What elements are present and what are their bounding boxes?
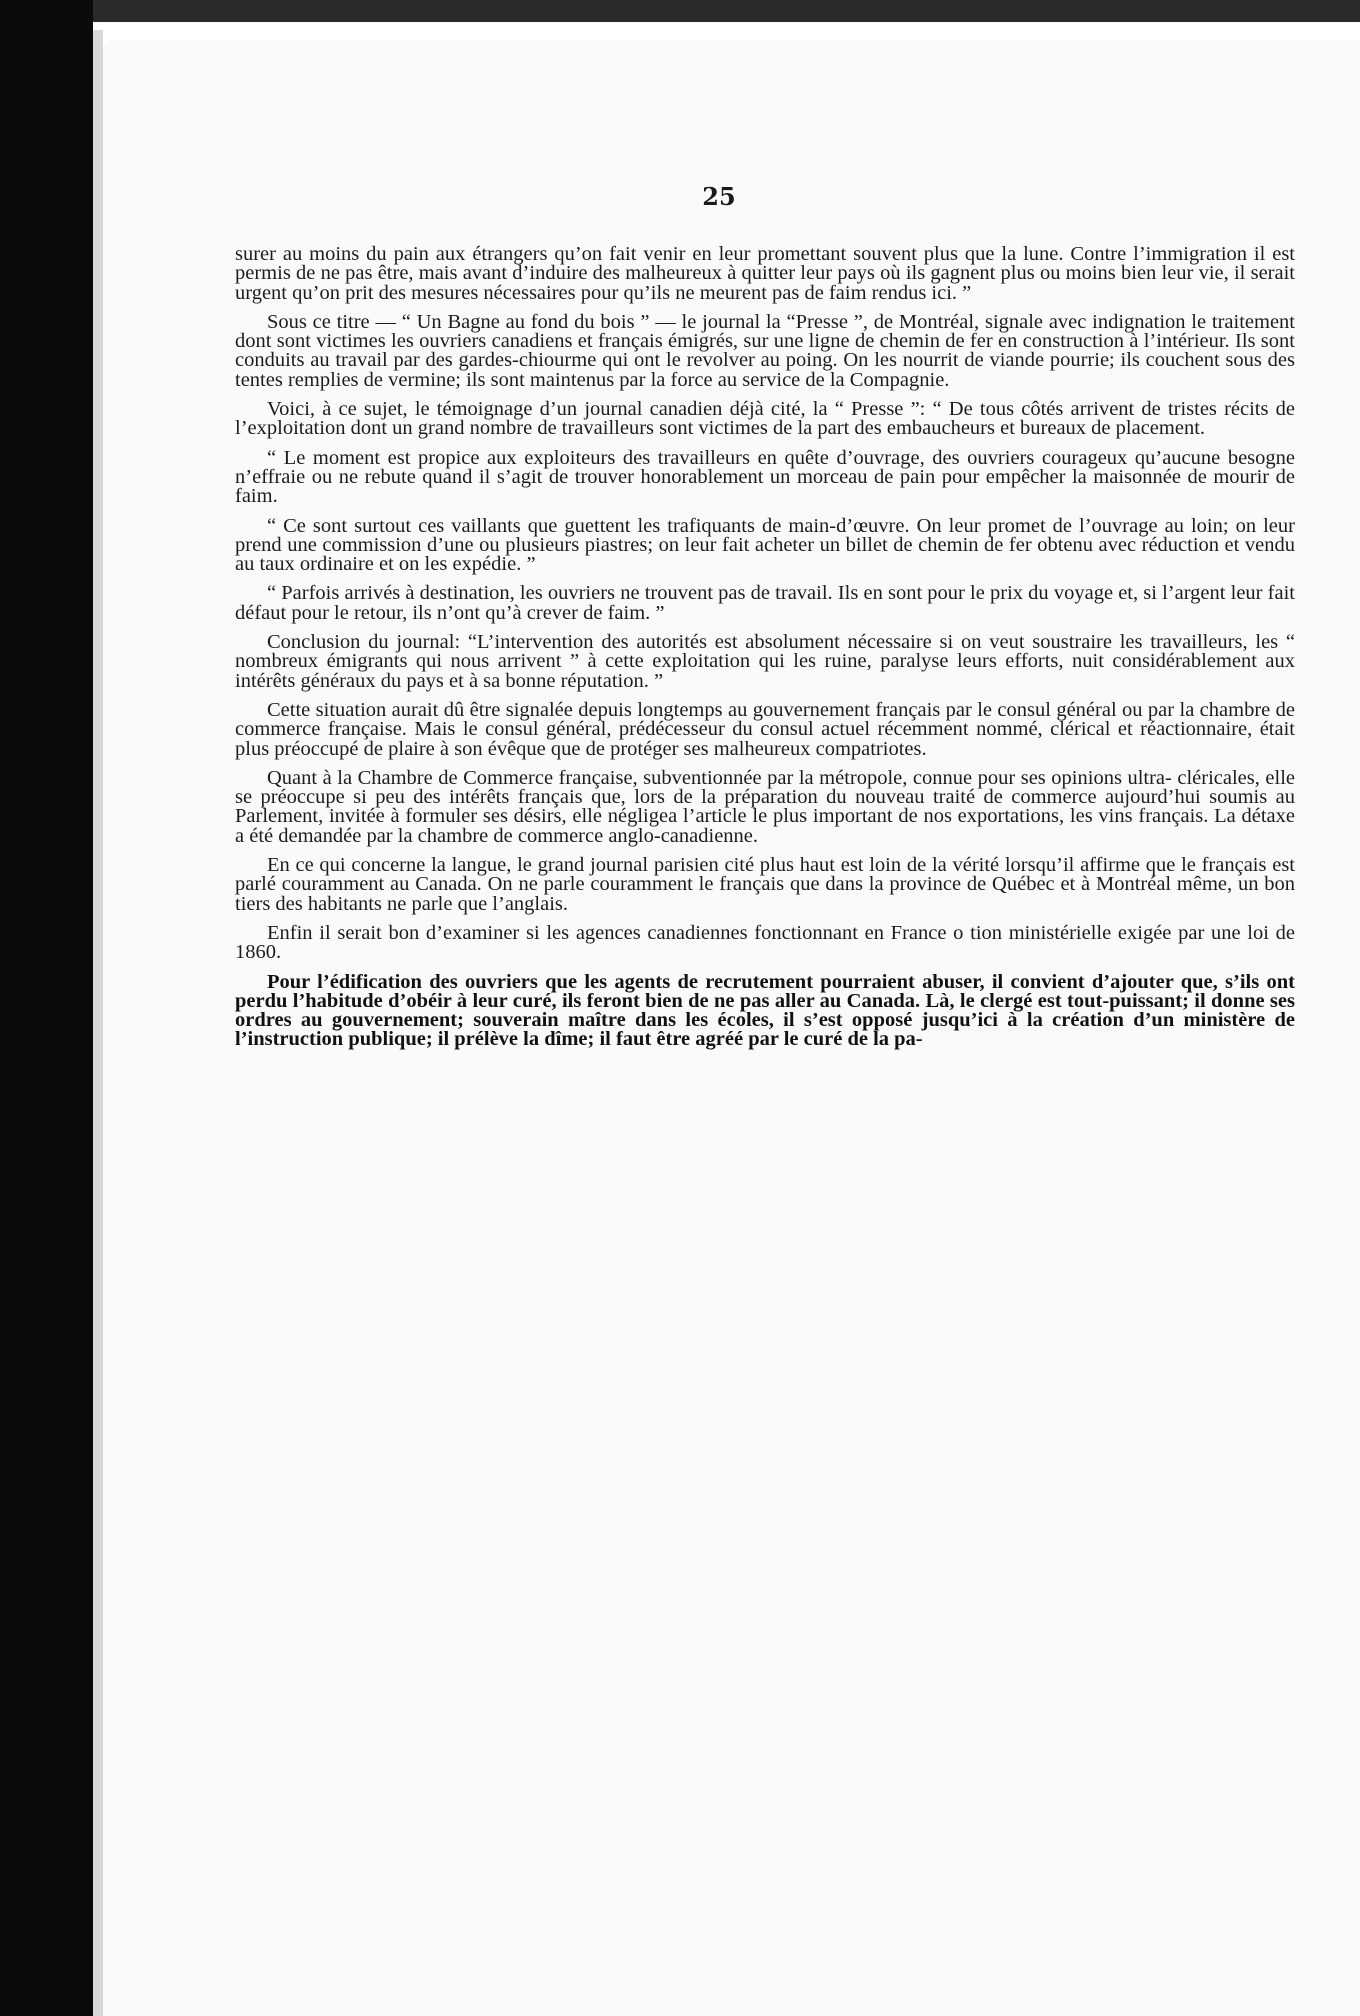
paragraph-11: Enfin il serait bon d’examiner si les agences canadiennes fonctionnant en France o tion ministérielle exigée par une loi de 1860. bbox=[235, 921, 1295, 964]
body-text bbox=[235, 245, 1295, 1050]
paragraph-6: “ Parfois arrivés à destination, les ouvriers ne trouvent pas de travail. Ils en sont pour le prix du voyage et, si l’argent leur fait défaut pour le retour, ils n’ont qu’à crever de faim. ” bbox=[235, 582, 1295, 624]
paragraph-12: Pour l’édification des ouvriers que les agents de recrutement pourraient abuser, il convient d’ajouter que, s’ils ont perdu l’habitude d’obéir à leur curé, ils feront bien de ne pas aller au Canada. Là, le clergé est tout-puissant; il donne ses ordres au gouvernement; souverain maître dans les écoles, il s’est opposé jusqu’ici à la création d’un ministère de l’instruction publique; il prélève la dîme; il faut être agréé par le curé de la pa- bbox=[235, 970, 1295, 1051]
paragraph-1: surer au moins du pain aux étrangers qu’on fait venir en leur promettant souvent plus que la lune. Contre l’immigration il est permis de ne pas être, mais avant d’induire des malheureux à quitter leur pays où ils gagnent plus ou moins bien leur vie, il serait urgent qu’on prit des mesures nécessaires pour qu’ils ne meurent pas de faim rendus ici. ” bbox=[235, 243, 1295, 304]
paragraph-2: Sous ce titre — “ Un Bagne au fond du bois ” — le journal la “Presse ”, de Montréal, signale avec indignation le traitement dont sont victimes les ouvriers canadiens et français émigrés, sur une ligne de chemin de fer en construction à l’intérieur. Ils sont conduits au travail par des gardes-chiourme qui ont le revolver au poing. On les nourrit de viande pourrie; ils couchent sous des tentes remplies de vermine; ils sont maintenus par la force au service de la Compagnie. bbox=[235, 310, 1295, 391]
paragraph-8: Cette situation aurait dû être signalée depuis longtemps au gouvernement français par le consul général ou par la chambre de commerce française. Mais le consul général, prédécesseur du consul actuel récemment nommé, clérical et réactionnaire, était plus préoccupé de plaire à son évêque que de protéger ses malheureux compatriotes. bbox=[235, 698, 1295, 760]
paragraph-5: “ Ce sont surtout ces vaillants que guettent les trafiquants de main-d’œuvre. On leur promet de l’ouvrage au loin; on leur prend une commission d’une ou plusieurs piastres; on leur fait acheter un billet de chemin de fer obtenu avec réduction et vendu au taux ordinaire et on les expédie. ” bbox=[235, 514, 1295, 576]
book-page bbox=[103, 40, 1360, 2016]
page-number: 25 bbox=[702, 182, 736, 211]
paragraph-10: En ce qui concerne la langue, le grand journal parisien cité plus haut est loin de la vérité lorsqu’il affirme que le français est parlé couramment au Canada. On ne parle couramment le français que dans la province de Québec et à Montréal même, un bon tiers des habitants ne parle que l’anglais. bbox=[235, 854, 1295, 915]
paragraph-3: Voici, à ce sujet, le témoignage d’un journal canadien déjà cité, la “ Presse ”: “ De tous côtés arrivent de tristes récits de l’exploitation dont un grand nombre de travailleurs sont victimes de la part des embaucheurs et bureaux de placement. bbox=[235, 398, 1295, 440]
book-binding-edge bbox=[93, 30, 103, 2016]
paragraph-4: “ Le moment est propice aux exploiteurs des travailleurs en quête d’ouvrage, des ouvriers courageux qu’aucune besogne n’effraie ou ne rebute quand il s’agit de trouver honorablement un morceau de pain pour empêcher la maisonnée de mourir de faim. bbox=[235, 446, 1295, 508]
paragraph-7: Conclusion du journal: “L’intervention des autorités est absolument nécessaire si on veut soustraire les travailleurs, les “ nombreux émigrants qui nous arrivent ” à cette exploitation qui les ruine, paralyse leurs efforts, nuit considérablement aux intérêts généraux du pays et à sa bonne réputation. ” bbox=[235, 631, 1295, 692]
scan-top-border bbox=[0, 0, 1360, 22]
scan-left-border bbox=[0, 0, 93, 2016]
paragraph-9: Quant à la Chambre de Commerce française, subventionnée par la métropole, connue pour ses opinions ultra- cléricales, elle se préoccupe si peu des intérêts français que, lors de la préparation du nouveau traité de commerce aujourd’hui soumis au Parlement, invitée à formuler ses désirs, elle négligea l’article le plus important de nos exportations, les vins français. La détaxe a été demandée par la chambre de commerce anglo-canadienne. bbox=[235, 766, 1295, 847]
